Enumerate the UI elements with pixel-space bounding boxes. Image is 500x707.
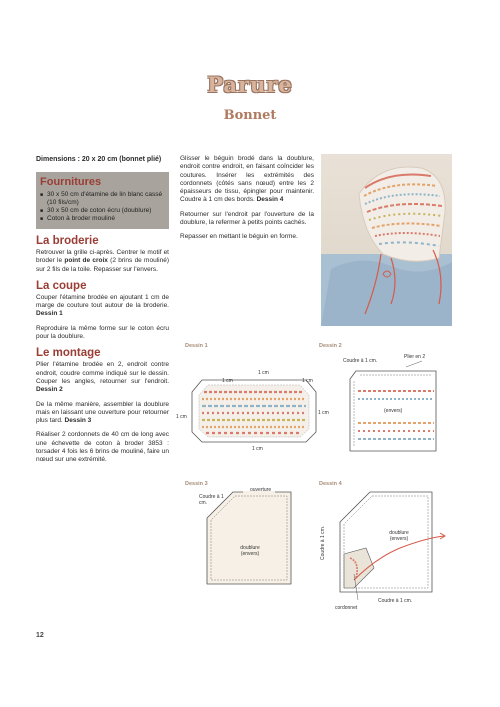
page-number: 12 — [36, 632, 44, 639]
list-item: ■ 30 x 50 cm d'étamine de lin blanc cassé (10 fils/cm) — [40, 191, 165, 207]
d1-cm-top-left: 1 cm — [222, 378, 233, 384]
dimensions: Dimensions : 20 x 20 cm (bonnet plié) — [36, 156, 162, 163]
d2-envers: (envers) — [384, 408, 403, 414]
coupe-heading: La coupe — [36, 279, 87, 292]
d3-ouverture: ouverture — [250, 487, 272, 493]
coupe-text-2: Reproduire la même forme sur le coton écru pour la doublure. — [36, 324, 169, 341]
broderie-heading: La broderie — [36, 235, 99, 247]
middle-text-1: Glisser le béguin brodé dans la doublure, endroit contre endroit, en faisant coïncider les coutures. Insérer les extrémités des cordonnets (côtés sans nœud) entre les 2 épaisseurs de tissu, épingler pour maintenir. Coudre à 1 cm des bords. Dessin 4 — [180, 155, 314, 204]
d4-coudre-bottom: Coudre à 1 cm. — [378, 598, 413, 604]
dessin-1-diagram — [188, 376, 320, 446]
list-item: ■ Coton à broder mouliné — [40, 215, 165, 223]
d4-doublure: doublure (envers) — [389, 530, 409, 542]
broderie-text: Retrouver la grille ci-après. Centrer le motif et broder le point de croix (2 brins de mouliné) sur 2 fils de la toile. Repasser sur l'envers. — [36, 249, 169, 273]
middle-text-3: Repasser en mettant le béguin en forme. — [180, 233, 298, 241]
bonnet-illustration — [321, 154, 452, 326]
d4-cordonnet: cordonnet — [335, 605, 358, 611]
montage-text-1: Plier l'étamine brodée en 2, endroit contre endroit, coudre comme indiqué sur le dessin. Couper les angles, retourner sur l'endroit. Dessin 2 — [36, 361, 169, 394]
montage-text-2: De la même manière, assembler la doublure mais en laissant une ouverture pour retourner plus tard. Dessin 3 — [36, 400, 169, 425]
left-column — [36, 155, 169, 471]
d4-coudre-side: Coudre à 1 cm. — [320, 525, 326, 560]
dessin-3-label: Dessin 3 — [185, 481, 208, 487]
d1-cm-top-right: 1 cm — [302, 378, 313, 384]
fournitures-list — [40, 191, 165, 223]
montage-heading: Le montage — [36, 347, 101, 360]
dessin-4-diagram — [336, 488, 446, 598]
d1-cm-left: 1 cm — [176, 414, 187, 420]
page-title: Parure — [207, 72, 293, 97]
page-subtitle: Bonnet — [223, 108, 277, 123]
d1-cm-bottom: 1 cm — [252, 446, 263, 452]
fournitures-heading: Fournitures — [40, 176, 102, 188]
middle-column — [180, 155, 314, 248]
middle-text-2: Retourner sur l'endroit par l'ouverture de la doublure, la refermer à petits points cachés. — [180, 210, 314, 227]
d2-coudre: Coudre à 1 cm. — [343, 358, 378, 364]
dessin-2-label: Dessin 2 — [319, 343, 342, 349]
montage-text-3: Réaliser 2 cordonnets de 40 cm de long avec une échevette de coton à broder 3853 : torsader 4 fois les 6 brins de mouliné, faire un nœud sur une extrémité. — [36, 431, 169, 464]
bonnet-photo — [321, 154, 452, 326]
d3-coudre: Coudre à 1 cm. — [199, 494, 224, 506]
d1-cm-top-mid: 1 cm — [258, 370, 269, 376]
fournitures-box — [36, 172, 169, 229]
d3-doublure: doublure (envers) — [240, 545, 260, 557]
d1-cm-right: 1 cm — [318, 410, 329, 416]
coupe-text-1: Couper l'étamine brodée en ajoutant 1 cm de marge de couture tout autour de la broderie. Dessin 1 — [36, 293, 169, 318]
dessin-4-label: Dessin 4 — [319, 481, 342, 487]
list-item: ■ 30 x 50 cm de coton écru (doublure) — [40, 207, 165, 215]
dessin-1-label: Dessin 1 — [185, 343, 208, 349]
d2-plier: Plier en 2 — [404, 354, 426, 360]
